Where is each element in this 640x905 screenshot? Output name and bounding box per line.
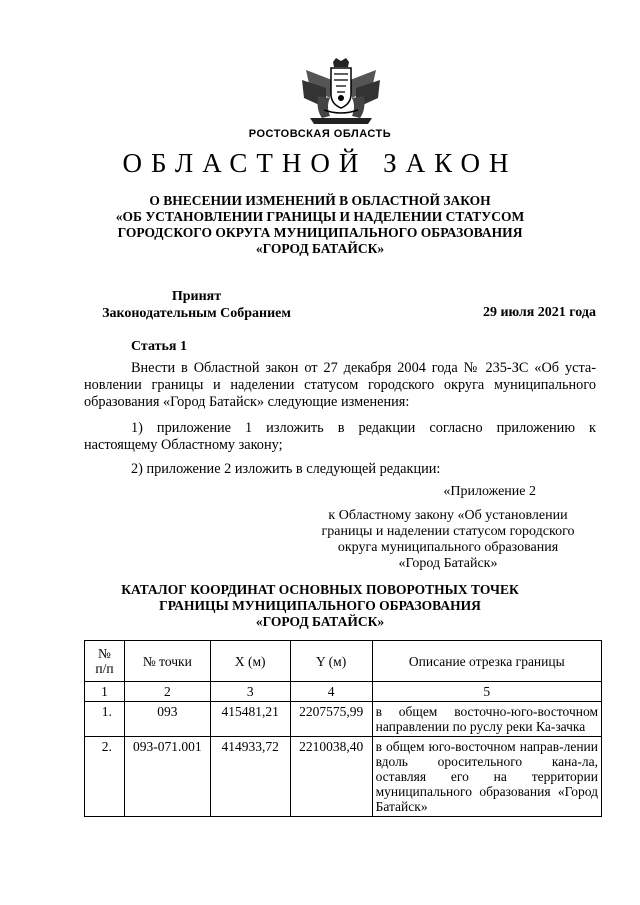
adoption-body: Законодательным Собранием — [102, 306, 291, 321]
point-id: 093-071.001 — [124, 737, 210, 817]
segment-description: в общем восточно-юго-восточном направлении по руслу реки Ка-зачка — [372, 702, 601, 737]
x-coordinate: 414933,72 — [210, 737, 290, 817]
column-number: 3 — [210, 682, 290, 702]
appendix-ref-line: границы и наделении статусом городского — [321, 524, 575, 539]
catalog-title — [0, 582, 640, 630]
law-title-line: О ВНЕСЕНИИ ИЗМЕНЕНИЙ В ОБЛАСТНОЙ ЗАКОН — [149, 193, 491, 208]
paragraph-line: 2) приложение 2 изложить в следующей редакции: — [131, 461, 441, 477]
col-header-point: № точки — [124, 641, 210, 682]
row-number: 1. — [85, 702, 125, 737]
article-paragraph-3 — [84, 461, 596, 478]
adoption-label: Принят — [171, 289, 222, 304]
col-header-number: № п/п — [85, 641, 125, 682]
column-number: 4 — [290, 682, 372, 702]
y-coordinate: 2207575,99 — [290, 702, 372, 737]
catalog-title-line: КАТАЛОГ КООРДИНАТ ОСНОВНЫХ ПОВОРОТНЫХ ТОЧЕК — [121, 582, 519, 597]
column-number: 1 — [85, 682, 125, 702]
coat-of-arms-icon — [296, 58, 386, 126]
adoption-block — [94, 288, 299, 322]
paragraph-line: Внести в Областной закон от 27 декабря 2004 года № 235-ЗС «Об уста- — [131, 360, 596, 376]
appendix-reference — [300, 484, 596, 572]
column-number: 5 — [372, 682, 601, 702]
adoption-date: 29 июля 2021 года — [482, 305, 596, 320]
paragraph-line: 1) приложение 1 изложить в редакции согласно приложению к — [131, 420, 596, 436]
table-column-numbers-row — [85, 682, 602, 702]
appendix-ref-line: «Город Батайск» — [398, 556, 498, 571]
appendix-label: «Приложение 2 — [443, 484, 536, 499]
y-coordinate: 2210038,40 — [290, 737, 372, 817]
col-header-x: X (м) — [210, 641, 290, 682]
col-header-y: Y (м) — [290, 641, 372, 682]
law-title — [0, 193, 640, 257]
coordinates-table — [84, 640, 602, 817]
article-paragraph-1 — [84, 360, 596, 411]
law-title-line: ГОРОДСКОГО ОКРУГА МУНИЦИПАЛЬНОГО ОБРАЗОВАНИЯ — [117, 225, 523, 240]
appendix-ref-line: к Областному закону «Об установлении — [328, 508, 568, 523]
paragraph-line: образования «Город Батайск» следующие изменения: — [84, 394, 410, 410]
column-number: 2 — [124, 682, 210, 702]
catalog-title-line: «ГОРОД БАТАЙСК» — [255, 614, 385, 629]
row-number: 2. — [85, 737, 125, 817]
law-title-line: «ГОРОД БАТАЙСК» — [255, 241, 385, 256]
document-type: ОБЛАСТНОЙ ЗАКОН — [122, 148, 518, 178]
table-row — [85, 702, 602, 737]
paragraph-line: новлении границы и наделении статусом городского округа муниципального — [84, 377, 596, 393]
catalog-title-line: ГРАНИЦЫ МУНИЦИПАЛЬНОГО ОБРАЗОВАНИЯ — [159, 598, 481, 613]
point-id: 093 — [124, 702, 210, 737]
law-title-line: «ОБ УСТАНОВЛЕНИИ ГРАНИЦЫ И НАДЕЛЕНИИ СТАТУСОМ — [115, 209, 525, 224]
x-coordinate: 415481,21 — [210, 702, 290, 737]
col-header-description: Описание отрезка границы — [372, 641, 601, 682]
article-heading: Статья 1 — [131, 339, 187, 354]
segment-description: в общем юго-восточном направ-лении вдоль оросительного кана-ла, оставляя его на территории муниципального образования «Город Батайск» — [372, 737, 601, 817]
table-header-row — [85, 641, 602, 682]
article-paragraph-2 — [84, 420, 596, 454]
appendix-ref-line: округа муниципального образования — [337, 540, 559, 555]
table-row — [85, 737, 602, 817]
paragraph-line: настоящему Областному закону; — [84, 437, 283, 453]
region-name: РОСТОВСКАЯ ОБЛАСТЬ — [248, 128, 392, 140]
